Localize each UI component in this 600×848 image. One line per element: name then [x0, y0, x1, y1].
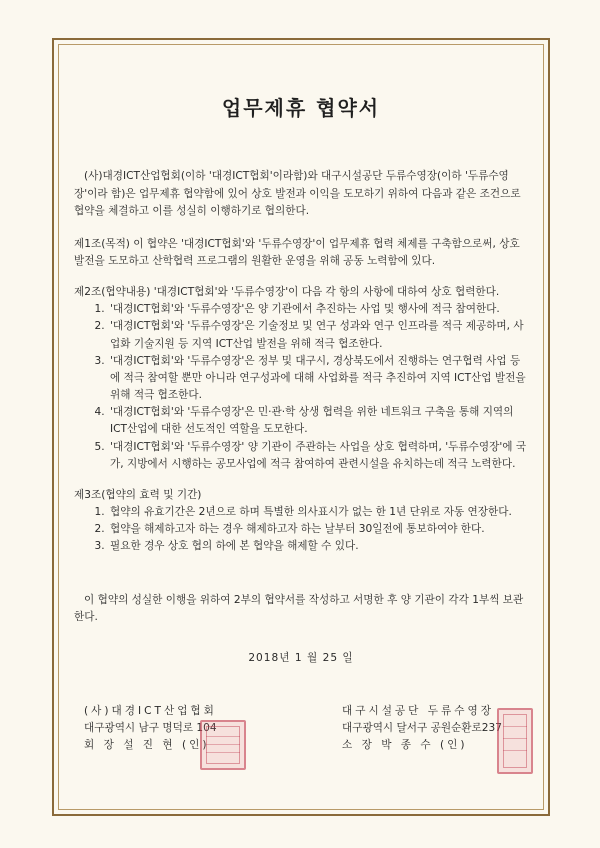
signatory-left-address: 대구광역시 남구 명덕로 104 — [84, 722, 217, 735]
list-item: 3. 필요한 경우 상호 협의 하에 본 협약을 해제할 수 있다. — [108, 538, 528, 555]
article-3 — [74, 487, 528, 556]
list-item: 1. 협약의 유효기간은 2년으로 하며 특별한 의사표시가 없는 한 1년 단위로 자동 연장한다. — [108, 504, 528, 521]
signatory-right-signer: 소 장 박 종 수 (인) — [342, 739, 468, 752]
signatory-left — [84, 703, 284, 754]
signing-date: 2018년 1 월 25 일 — [248, 651, 354, 664]
list-item: 2. 협약을 해제하고자 하는 경우 해제하고자 하는 날부터 30일전에 통보하여야 한다. — [108, 521, 528, 538]
article-2-list — [74, 301, 528, 473]
list-item: 2. '대경ICT협회'와 '두류수영장'은 기술정보 및 연구 성과와 연구 인프라를 적극 제공하며, 사업화 기술지원 등 지역 ICT산업 발전을 위해 적극 협조한다. — [108, 318, 528, 352]
list-item: 3. '대경ICT협회'와 '두류수영장'은 정부 및 대구시, 경상북도에서 진행하는 연구협력 사업 등에 적극 참여할 뿐만 아니라 연구성과에 대해 사업화를 적극 추진하여 지역 ICT산업 발전을 위해 적극 협조한다. — [108, 353, 528, 404]
article-2 — [74, 284, 528, 473]
official-seal-left-icon — [200, 720, 246, 770]
article-3-heading: 제3조(협약의 효력 및 기간) — [74, 488, 202, 501]
official-seal-right-icon — [497, 708, 533, 774]
article-2-heading: 제2조(협약내용) '대경ICT협회'와 '두류수영장'이 다음 각 항의 사항에 대하여 상호 협력한다. — [74, 286, 500, 299]
article-1 — [74, 236, 528, 270]
signatory-left-signer: 회 장 설 진 현 (인) — [84, 739, 210, 752]
signatory-left-org: (사)대경ICT산업협회 — [84, 705, 217, 717]
document-title: 업무제휴 협약서 — [221, 96, 381, 120]
signatory-right-address: 대구광역시 달서구 공원순환로237 — [342, 722, 502, 735]
list-item: 5. '대경ICT협회'와 '두류수영장' 양 기관이 주관하는 사업을 상호 협력하며, '두류수영장'에 국가, 지방에서 시행하는 공모사업에 적극 참여하여 관련시설을 유치하는데 적극 노력한다. — [108, 439, 528, 473]
agreement-body — [74, 92, 528, 667]
closing-paragraph: 이 협약의 성실한 이행을 위하여 2부의 협약서를 작성하고 서명한 후 양 기관이 각각 1부씩 보관한다. — [74, 593, 524, 623]
article-3-list — [74, 504, 528, 555]
list-item: 1. '대경ICT협회'와 '두류수영장'은 양 기관에서 추진하는 사업 및 행사에 적극 참여한다. — [108, 301, 528, 318]
list-item: 4. '대경ICT협회'와 '두류수영장'은 민·관·학 상생 협력을 위한 네트워크 구축을 통해 지역의 ICT산업에 대한 선도적인 역할을 도모한다. — [108, 404, 528, 438]
intro-paragraph: (사)대경ICT산업협회(이하 '대경ICT협회'이라함)와 대구시설공단 두류수영장(이하 '두류수영장'이라 함)은 업무제휴 협약함에 있어 상호 발전과 이익을 도모하기 위하여 다음과 같은 조건으로 협약을 체결하고 이를 성실히 이행하기로 협의한다. — [74, 170, 521, 217]
signatory-right-org: 대구시설공단 두류수영장 — [342, 705, 494, 717]
article-1-text: 제1조(목적) 이 협약은 '대경ICT협회'와 '두류수영장'이 업무제휴 협력 체제를 구축함으로써, 상호 발전을 도모하고 산학협력 프로그램의 원활한 운영을 위해 공동 노력함에 있다. — [74, 237, 520, 268]
